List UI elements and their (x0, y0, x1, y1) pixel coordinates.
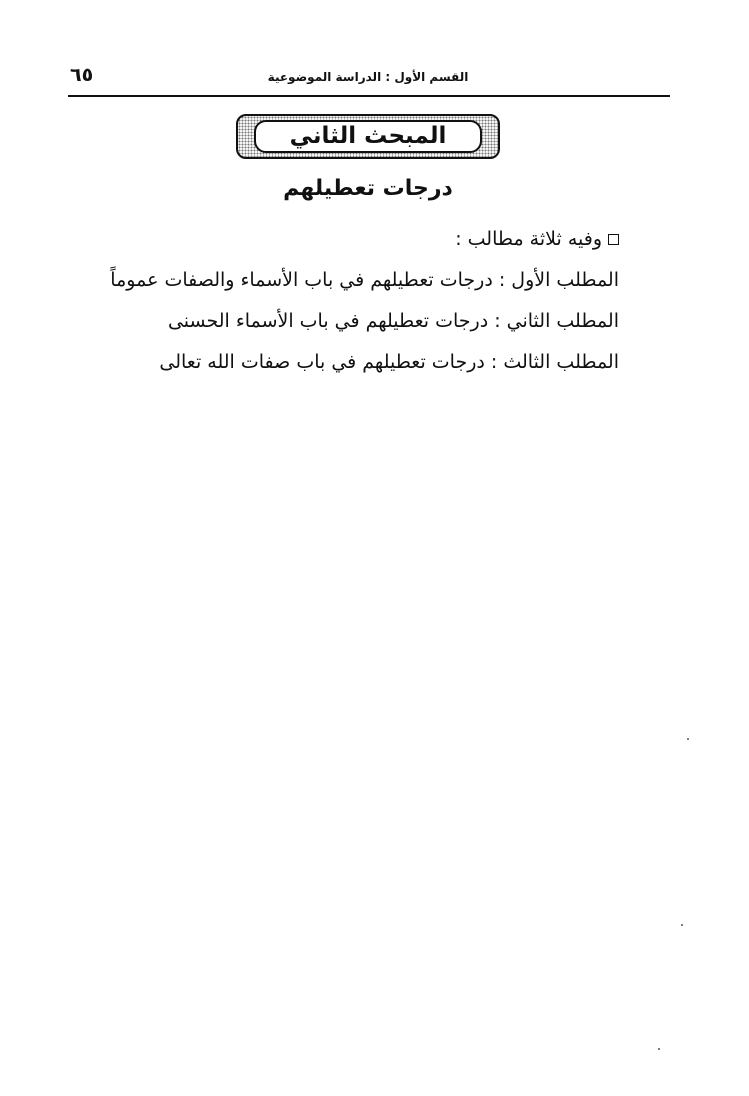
body-text (110, 224, 619, 388)
header-rule (68, 95, 670, 97)
page-number: ٦٥ (70, 64, 94, 86)
square-bullet-icon (608, 234, 619, 245)
intro-line (119, 224, 619, 265)
section-subtitle: درجات تعطيلهم (283, 176, 453, 201)
section-title-frame (236, 114, 500, 159)
intro-text: وفيه ثلاثة مطالب : (455, 228, 602, 250)
running-header: القسم الأول : الدراسة الموضوعية (267, 70, 469, 84)
scan-speck (687, 738, 689, 740)
section-title: المبحث الثاني (289, 123, 447, 149)
scan-speck (681, 924, 683, 926)
section-title-inner-frame (254, 120, 482, 153)
list-item: المطلب الثاني : درجات تعطيلهم في باب الأسماء الحسنى (167, 310, 619, 332)
list-item: المطلب الأول : درجات تعطيلهم في باب الأسماء والصفات عموماً (110, 269, 619, 291)
list-item: المطلب الثالث : درجات تعطيلهم في باب صفات الله تعالى (159, 351, 619, 373)
scan-speck (658, 1048, 660, 1050)
